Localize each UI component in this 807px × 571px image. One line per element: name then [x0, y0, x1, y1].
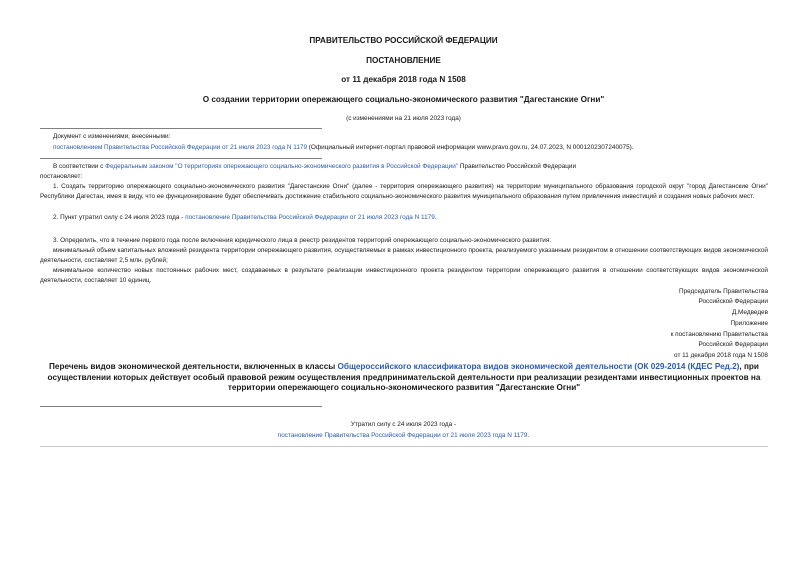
amendment-note: (с изменениями на 21 июля 2023 года)	[346, 115, 461, 122]
preamble-end: Правительство Российской Федерации	[458, 163, 577, 170]
changes-rule-top	[40, 128, 322, 129]
okved-link[interactable]: Общероссийского классификатора видов экономической деятельности (ОК 029-2014 (КДЕС Ред.2)	[337, 362, 740, 371]
appendix-date: от 11 декабря 2018 года N 1508	[674, 352, 768, 359]
repealed-line	[0, 431, 807, 441]
changes-label: Документ с изменениями, внесенными:	[53, 133, 171, 140]
repealed-rule	[40, 406, 322, 407]
changes-source	[53, 143, 634, 153]
appendix-label: Приложение	[730, 320, 768, 327]
paragraph-2-link[interactable]: постановление Правительства Российской Федерации от 21 июля 2023 года N 1179	[185, 214, 435, 221]
appendix-line-2: Российской Федерации	[698, 341, 768, 348]
repealed-link[interactable]: постановление Правительства Российской Федерации от 21 июля 2023 года N 1179	[277, 432, 528, 439]
paragraph-2-end: .	[434, 214, 437, 221]
signature-line-2: Российской Федерации	[698, 298, 768, 305]
paragraph-3b: минимальное количество новых постоянных рабочих мест, создаваемых в результате реализации инвестиционного проекта резидентом территории опережающего развития в отношении соответствующих видов экономической деятельности, составляет 10 единиц.	[40, 267, 768, 284]
paragraph-1: 1. Создать территорию опережающего социально-экономического развития "Дагестанские Огни" (далее - территория опережающего развития) на территории муниципального образования городской округ "город Дагестанские Огни" Республики Дагестан, имея в виду, что ее функционирование будет обеспечивать достижение стабильного социально-экономического развития муниципального образования путем привлечения инвестиций и создания новых рабочих мест.	[40, 183, 768, 200]
repealed-text: Утратил силу с 24 июля 2023 года -	[350, 421, 457, 428]
doc-type-heading: ПОСТАНОВЛЕНИЕ	[366, 56, 441, 65]
signature-name: Д.Медведев	[731, 309, 768, 316]
paragraph-2-start: 2. Пункт утратил силу с 24 июля 2023 года -	[53, 214, 186, 221]
decides-text: постановляет:	[40, 173, 83, 180]
signature-line-1: Председатель Правительства	[679, 288, 768, 295]
document-title: О создании территории опережающего социально-экономического развития "Дагестанские Огни"	[202, 95, 605, 104]
changes-rule-bottom	[40, 158, 322, 159]
list-title-end: , при осуществлении которых действует особый правовой режим осуществления предпринимательской деятельности при реализации резидентами инвестиционных проектов на территории опережающего социально-экономического развития "Дагестанские Огни"	[47, 362, 761, 393]
changes-link[interactable]: постановлением Правительства Российской Федерации от 21 июля 2023 года N 1179	[53, 144, 307, 151]
bottom-divider	[40, 446, 768, 447]
repealed-end: .	[527, 432, 530, 439]
changes-source-text: (Официальный интернет-портал правовой информации www.pravo.gov.ru, 24.07.2023, N 0001202307240075).	[307, 144, 634, 151]
government-heading: ПРАВИТЕЛЬСТВО РОССИЙСКОЙ ФЕДЕРАЦИИ	[309, 36, 498, 45]
activity-list-title	[40, 362, 768, 394]
preamble	[53, 162, 576, 172]
federal-law-link[interactable]: Федеральным законом "О территориях опережающего социально-экономического развития в Российской Федерации"	[105, 163, 459, 170]
appendix-line-1: к постановлению Правительства	[670, 331, 768, 338]
paragraph-3a: минимальный объем капитальных вложений резидента территории опережающего развития, осуществляемых в рамках инвестиционного проекта, реализуемого указанным резидентом в отношении соответствующих видов экономической деятельности, составляет 2,5 млн. рублей;	[40, 247, 768, 264]
list-title-start: Перечень видов экономической деятельности, включенных в классы	[49, 362, 338, 371]
preamble-start: В соответствии с	[53, 163, 106, 170]
date-number-heading: от 11 декабря 2018 года N 1508	[341, 75, 466, 84]
paragraph-3: 3. Определить, что в течение первого года после включения юридического лица в реестр резидентов территорий опережающего социально-экономического развития:	[53, 237, 552, 244]
paragraph-2	[53, 213, 437, 223]
